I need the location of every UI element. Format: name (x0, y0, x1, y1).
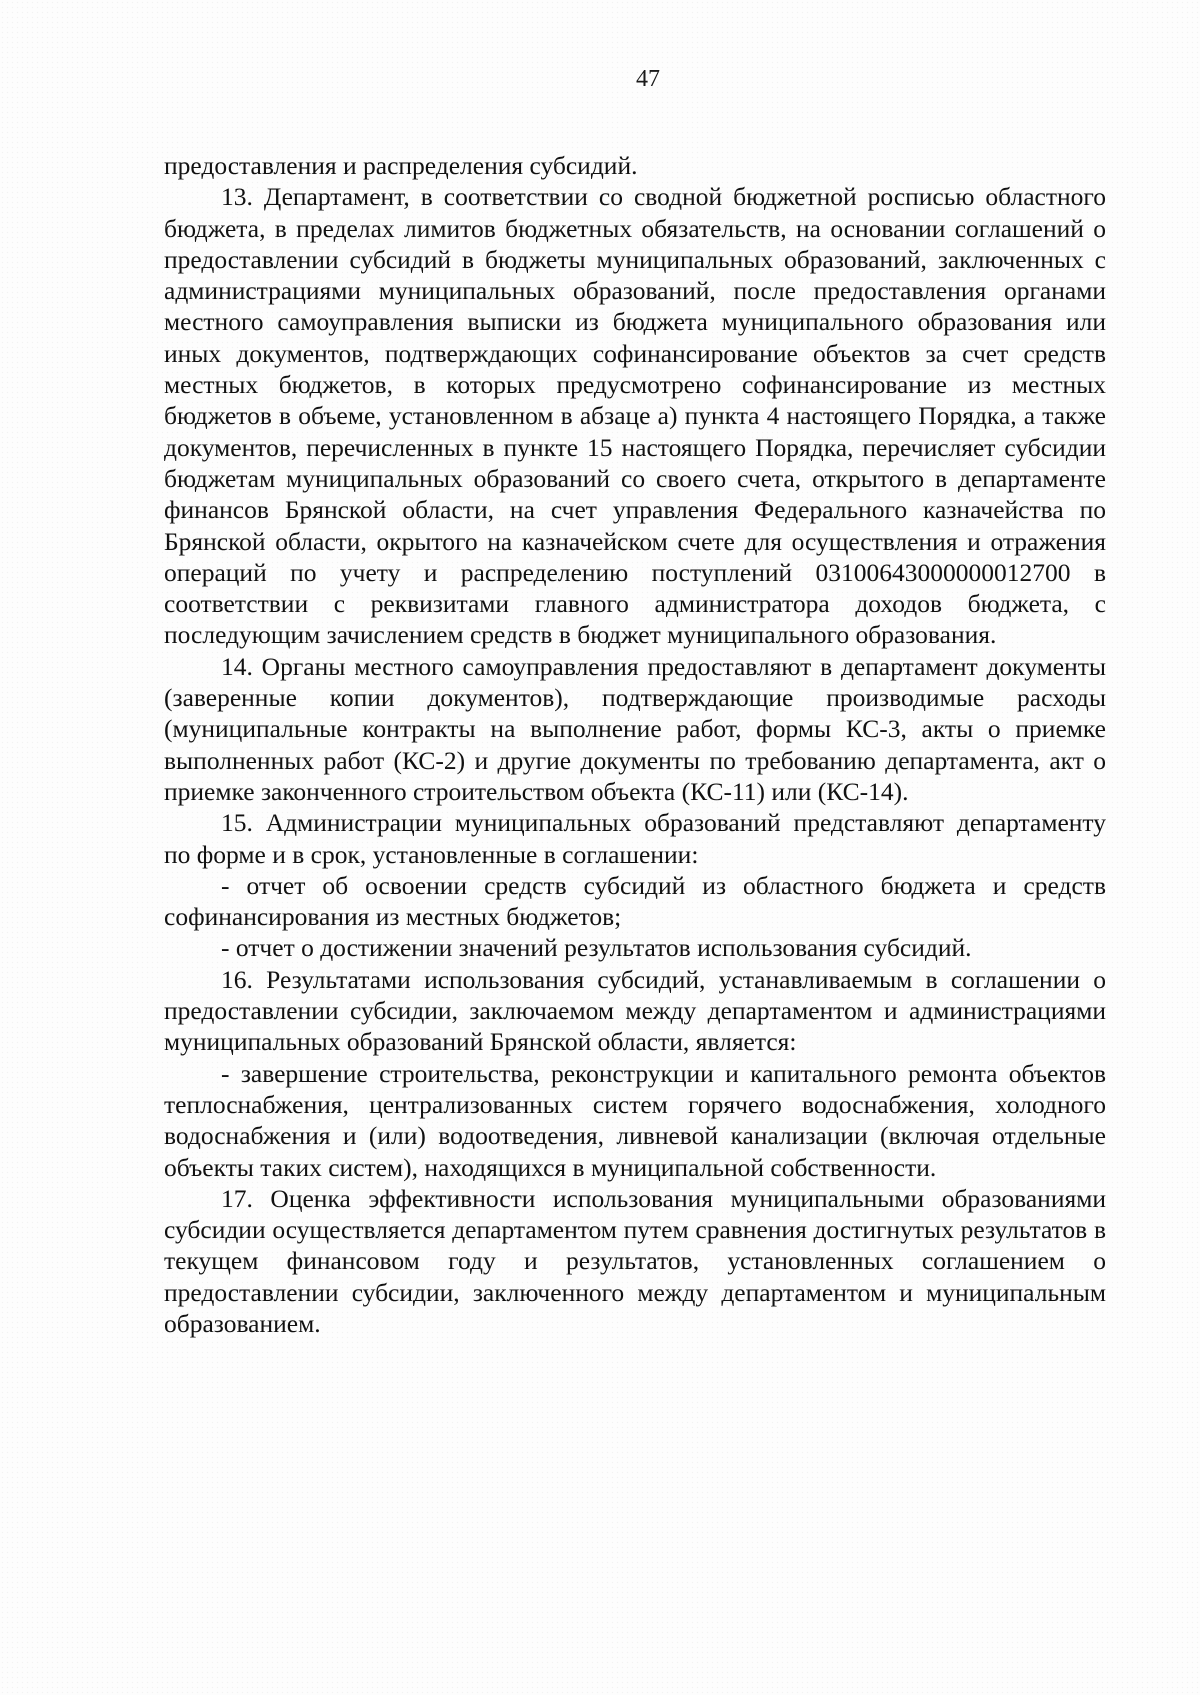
page-number: 47 (636, 66, 660, 92)
paragraph-17: 17. Оценка эффективности использования муниципальными образованиями субсидии осуществляется департаментом путем сравнения достигнутых результатов в текущем финансовом году и результатов, установленных соглашением о предоставлении субсидии, заключенного между департаментом и муниципальным образованием. (164, 1183, 1106, 1338)
paragraph-16-item-1: - завершение строительства, реконструкции и капитального ремонта объектов теплоснабжения, централизованных систем горячего водоснабжения, холодного водоснабжения и (или) водоотведения, ливневой канализации (включая отдельные объекты таких систем), находящихся в муниципальной собственности. (164, 1058, 1106, 1182)
paragraph-14: 14. Органы местного самоуправления предоставляют в департамент документы (заверенные копии документов), подтверждающие производимые расходы (муниципальные контракты на выполнение работ, формы КС-3, акты о приемке выполненных работ (КС-2) и другие документы по требованию департамента, акт о приемке законченного строительством объекта (КС-11) или (КС-14). (164, 651, 1106, 806)
paragraph-16: 16. Результатами использования субсидий, устанавливаемым в соглашении о предоставлении субсидии, заключаемом между департаментом и администрациями муниципальных образований Брянской области, является: (164, 964, 1106, 1057)
paragraph-continuation: предоставления и распределения субсидий. (164, 151, 638, 180)
paragraph-13: 13. Департамент, в соответствии со сводной бюджетной росписью областного бюджета, в пределах лимитов бюджетных обязательств, на основании соглашений о предоставлении субсидий в бюджеты муниципальных образований, заключенных с администрациями муниципальных образований, после предоставления органами местного самоуправления выписки из бюджета муниципального образования или иных документов, подтверждающих софинансирование объектов за счет средств местных бюджетов, в которых предусмотрено софинансирование из местных бюджетов в объеме, установленном в абзаце а) пункта 4 настоящего Порядка, а также документов, перечисленных в пункте 15 настоящего Порядка, перечисляет субсидии бюджетам муниципальных образований со своего счета, открытого в департаменте финансов Брянской области, на счет управления Федерального казначейства по Брянской области, окрытого на казначейском счете для осуществления и отражения операций по учету и распределению поступлений 03100643000000012700 в соответствии с реквизитами главного администратора доходов бюджета, с последующим зачислением средств в бюджет муниципального образования. (164, 182, 1106, 650)
document-body (164, 150, 1106, 1339)
paragraph-15-item-1: - отчет об освоении средств субсидий из областного бюджета и средств софинансирования из местных бюджетов; (164, 870, 1106, 932)
paragraph-15-item-2: - отчет о достижении значений результатов использования субсидий. (221, 933, 972, 963)
paragraph-15: 15. Администрации муниципальных образований представляют департаменту по форме и в срок, установленные в соглашении: (164, 808, 1106, 869)
